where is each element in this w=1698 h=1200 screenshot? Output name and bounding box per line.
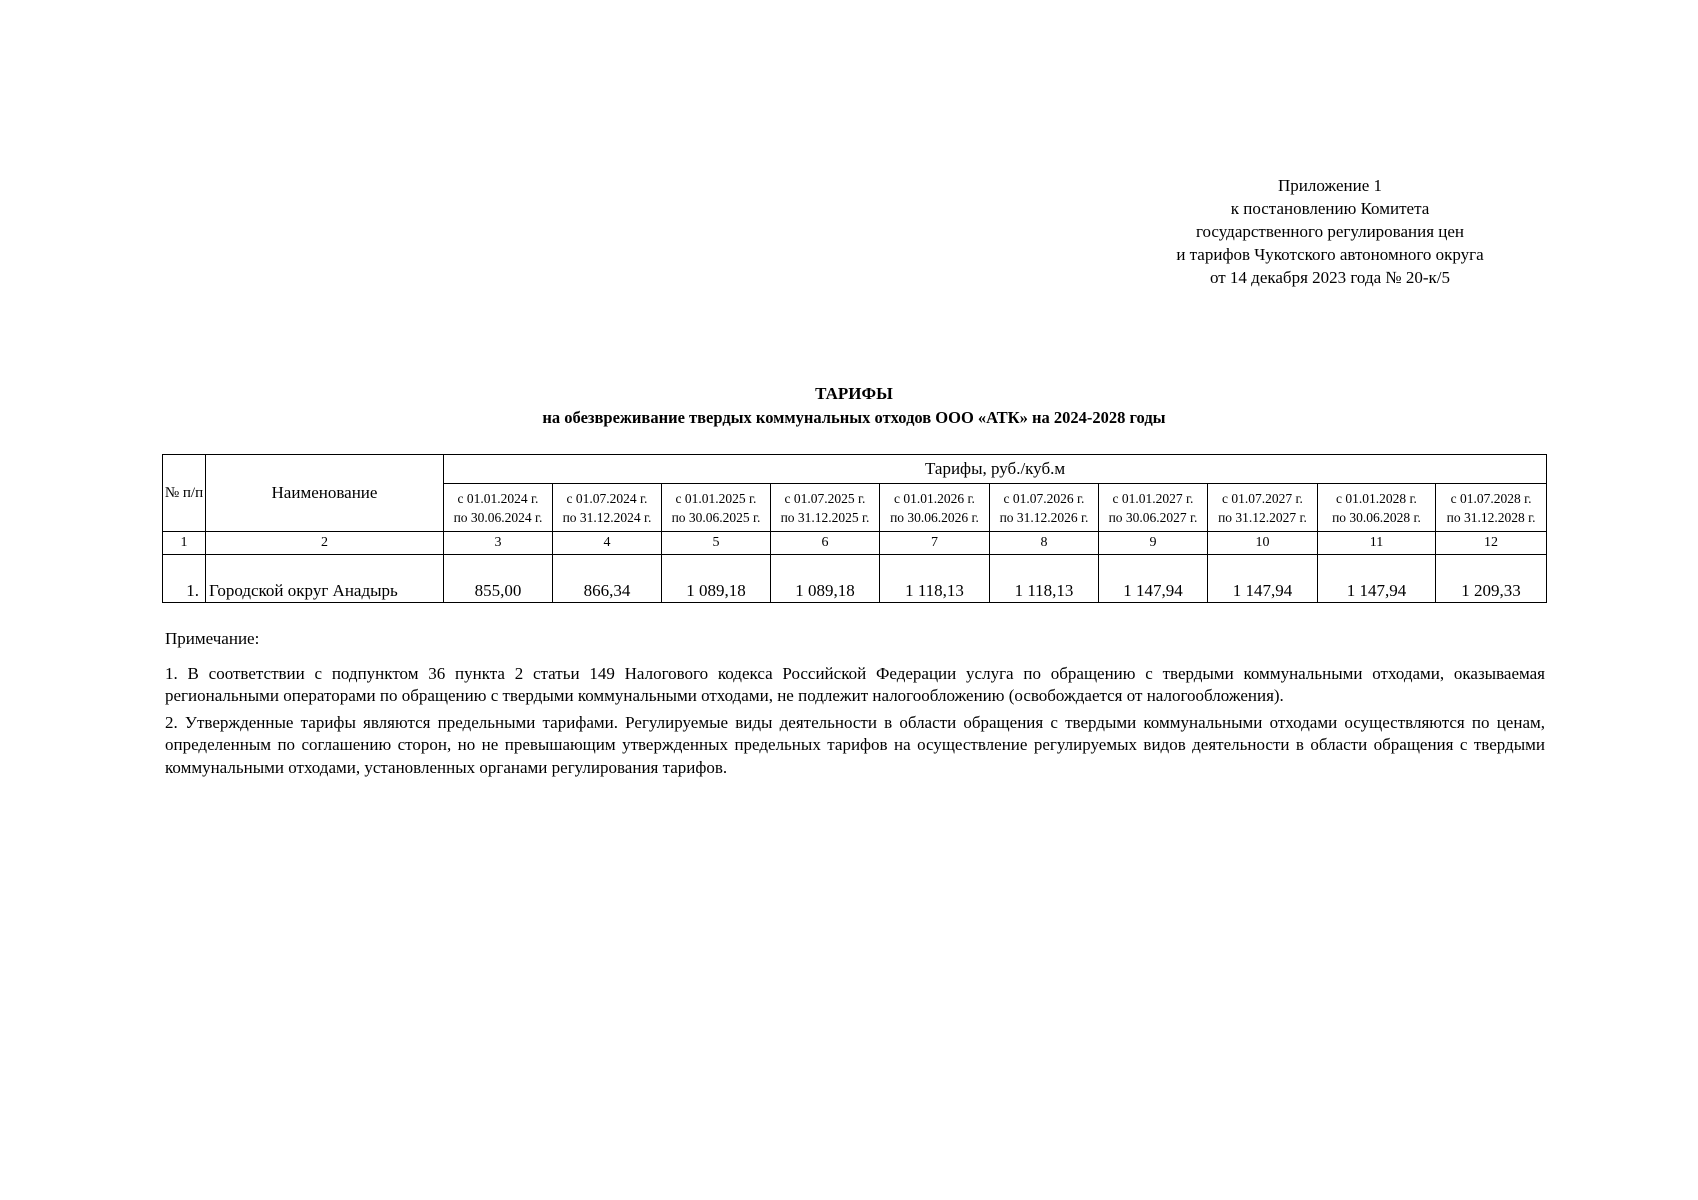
document-title [160, 382, 1548, 430]
header-tariffs-group: Тарифы, руб./куб.м [444, 455, 1547, 484]
header-period: с 01.01.2026 г. по 30.06.2026 г. [880, 484, 990, 532]
header-period: с 01.07.2026 г. по 31.12.2026 г. [990, 484, 1099, 532]
notes-heading: Примечание: [165, 629, 260, 648]
header-period: с 01.01.2027 г. по 30.06.2027 г. [1099, 484, 1208, 532]
tariff-value: 855,00 [444, 555, 553, 603]
tariff-value: 1 089,18 [771, 555, 880, 603]
header-period: с 01.01.2024 г. по 30.06.2024 г. [444, 484, 553, 532]
tariff-value: 1 118,13 [880, 555, 990, 603]
row-index: 1. [163, 555, 206, 603]
appendix-line: государственного регулирования цен [1195, 222, 1465, 241]
header-period: с 01.07.2024 г. по 31.12.2024 г. [553, 484, 662, 532]
header-period: с 01.01.2025 г. по 30.06.2025 г. [662, 484, 771, 532]
column-number: 1 [163, 532, 206, 555]
appendix-block [1140, 174, 1520, 289]
header-row-group [163, 455, 1547, 484]
tariff-value: 1 147,94 [1318, 555, 1436, 603]
column-number: 3 [444, 532, 553, 555]
title-subtitle: на обезвреживание твердых коммунальных отходов ООО «АТК» на 2024-2028 годы [542, 408, 1166, 427]
table-row [163, 555, 1547, 603]
column-number: 8 [990, 532, 1099, 555]
column-number: 2 [206, 532, 444, 555]
notes-block [165, 628, 1545, 783]
column-number-row [163, 532, 1547, 555]
title-main: ТАРИФЫ [815, 384, 893, 403]
appendix-line: и тарифов Чукотского автономного округа [1176, 245, 1484, 264]
tariff-value: 1 089,18 [662, 555, 771, 603]
column-number: 4 [553, 532, 662, 555]
tariff-value: 1 118,13 [990, 555, 1099, 603]
tariff-value: 866,34 [553, 555, 662, 603]
column-number: 11 [1318, 532, 1436, 555]
header-number: № п/п [163, 455, 206, 532]
header-period: с 01.07.2025 г. по 31.12.2025 г. [771, 484, 880, 532]
note-item: 1. В соответствии с подпунктом 36 пункта 2 статьи 149 Налогового кодекса Российской Федерации услуга по обращению с твердыми коммунальными отходами, оказываемая региональными операторами по обращению с твердыми коммунальными отходами, не подлежит налогообложению (освобождается от налогообложения). [165, 663, 1545, 705]
header-period: с 01.07.2028 г. по 31.12.2028 г. [1436, 484, 1547, 532]
header-period: с 01.07.2027 г. по 31.12.2027 г. [1208, 484, 1318, 532]
column-number: 6 [771, 532, 880, 555]
appendix-line: Приложение 1 [1278, 176, 1382, 195]
appendix-line: от 14 декабря 2023 года № 20-к/5 [1209, 268, 1451, 287]
header-period: с 01.01.2028 г. по 30.06.2028 г. [1318, 484, 1436, 532]
column-number: 9 [1099, 532, 1208, 555]
column-number: 5 [662, 532, 771, 555]
header-name: Наименование [206, 455, 444, 532]
tariff-value: 1 147,94 [1099, 555, 1208, 603]
appendix-line: к постановлению Комитета [1230, 199, 1430, 218]
column-number: 10 [1208, 532, 1318, 555]
tariffs-table [162, 454, 1547, 603]
tariff-value: 1 147,94 [1208, 555, 1318, 603]
column-number: 7 [880, 532, 990, 555]
tariff-value: 1 209,33 [1436, 555, 1547, 603]
row-name: Городской округ Анадырь [206, 555, 444, 603]
note-item: 2. Утвержденные тарифы являются предельными тарифами. Регулируемые виды деятельности в области обращения с твердыми коммунальными отходами осуществляются по ценам, определенным по соглашению сторон, но не превышающим утвержденных предельных тарифов на осуществление регулируемых видов деятельности в области обращения с твердыми коммунальными отходами, установленных органами регулирования тарифов. [165, 712, 1545, 777]
column-number: 12 [1436, 532, 1547, 555]
